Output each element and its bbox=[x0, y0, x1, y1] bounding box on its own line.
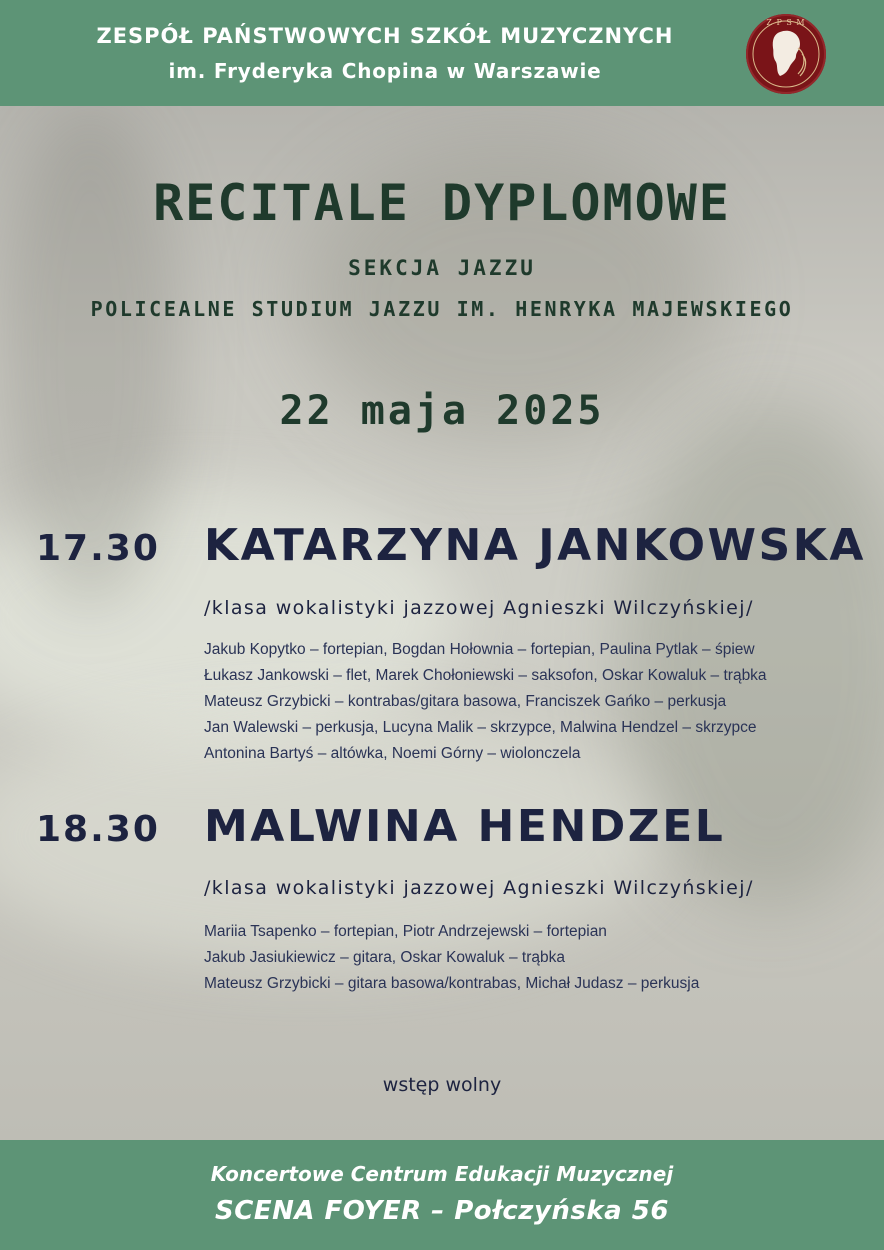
logo-text: Z P S M bbox=[766, 18, 806, 27]
venue-name: Koncertowe Centrum Edukacji Muzycznej bbox=[210, 1162, 674, 1186]
recital-class: /klasa wokalistyki jazzowej Agnieszki Wilczyńskiej/ bbox=[204, 597, 754, 619]
recital-performer: KATARZYNA JANKOWSKA bbox=[204, 520, 866, 571]
list-item: Mateusz Grzybicki – gitara basowa/kontrabas, Michał Judasz – perkusja bbox=[204, 975, 700, 992]
recital-class: /klasa wokalistyki jazzowej Agnieszki Wilczyńskiej/ bbox=[204, 877, 754, 899]
recital-time: 18.30 bbox=[36, 809, 160, 850]
list-item: Jakub Jasiukiewicz – gitara, Oskar Kowaluk – trąbka bbox=[204, 949, 565, 966]
list-item: Jakub Kopytko – fortepian, Bogdan Hołownia – fortepian, Paulina Pytlak – śpiew bbox=[204, 641, 755, 658]
chopin-profile-logo-icon bbox=[746, 14, 826, 94]
recital-performer: MALWINA HENDZEL bbox=[204, 801, 726, 852]
school-name: ZESPÓŁ PAŃSTWOWYCH SZKÓŁ MUZYCZNYCH bbox=[96, 24, 674, 48]
school-patron: im. Fryderyka Chopina w Warszawie bbox=[168, 59, 602, 83]
recital-members-list bbox=[204, 919, 699, 997]
list-item: Łukasz Jankowski – flet, Marek Chołoniewski – saksofon, Oskar Kowaluk – trąbka bbox=[204, 667, 767, 684]
list-item: Jan Walewski – perkusja, Lucyna Malik – skrzypce, Malwina Hendzel – skrzypce bbox=[204, 719, 757, 736]
header-band bbox=[0, 0, 884, 106]
list-item: Mariia Tsapenko – fortepian, Piotr Andrzejewski – fortepian bbox=[204, 923, 607, 940]
list-item: Antonina Bartyś – altówka, Noemi Górny – wiolonczela bbox=[204, 745, 581, 762]
section-subtitle: SEKCJA JAZZU bbox=[348, 256, 536, 280]
recital-time: 17.30 bbox=[36, 528, 160, 569]
recital-members-list bbox=[204, 637, 767, 767]
page-title: RECITALE DYPLOMOWE bbox=[153, 174, 731, 232]
venue-address: SCENA FOYER – Połczyńska 56 bbox=[215, 1196, 669, 1226]
studium-subtitle: POLICEALNE STUDIUM JAZZU IM. HENRYKA MAJEWSKIEGO bbox=[90, 297, 794, 321]
event-date: 22 maja 2025 bbox=[279, 388, 605, 434]
footer-band bbox=[0, 1140, 884, 1250]
free-entry-note: wstęp wolny bbox=[382, 1074, 502, 1096]
list-item: Mateusz Grzybicki – kontrabas/gitara basowa, Franciszek Gańko – perkusja bbox=[204, 693, 727, 710]
